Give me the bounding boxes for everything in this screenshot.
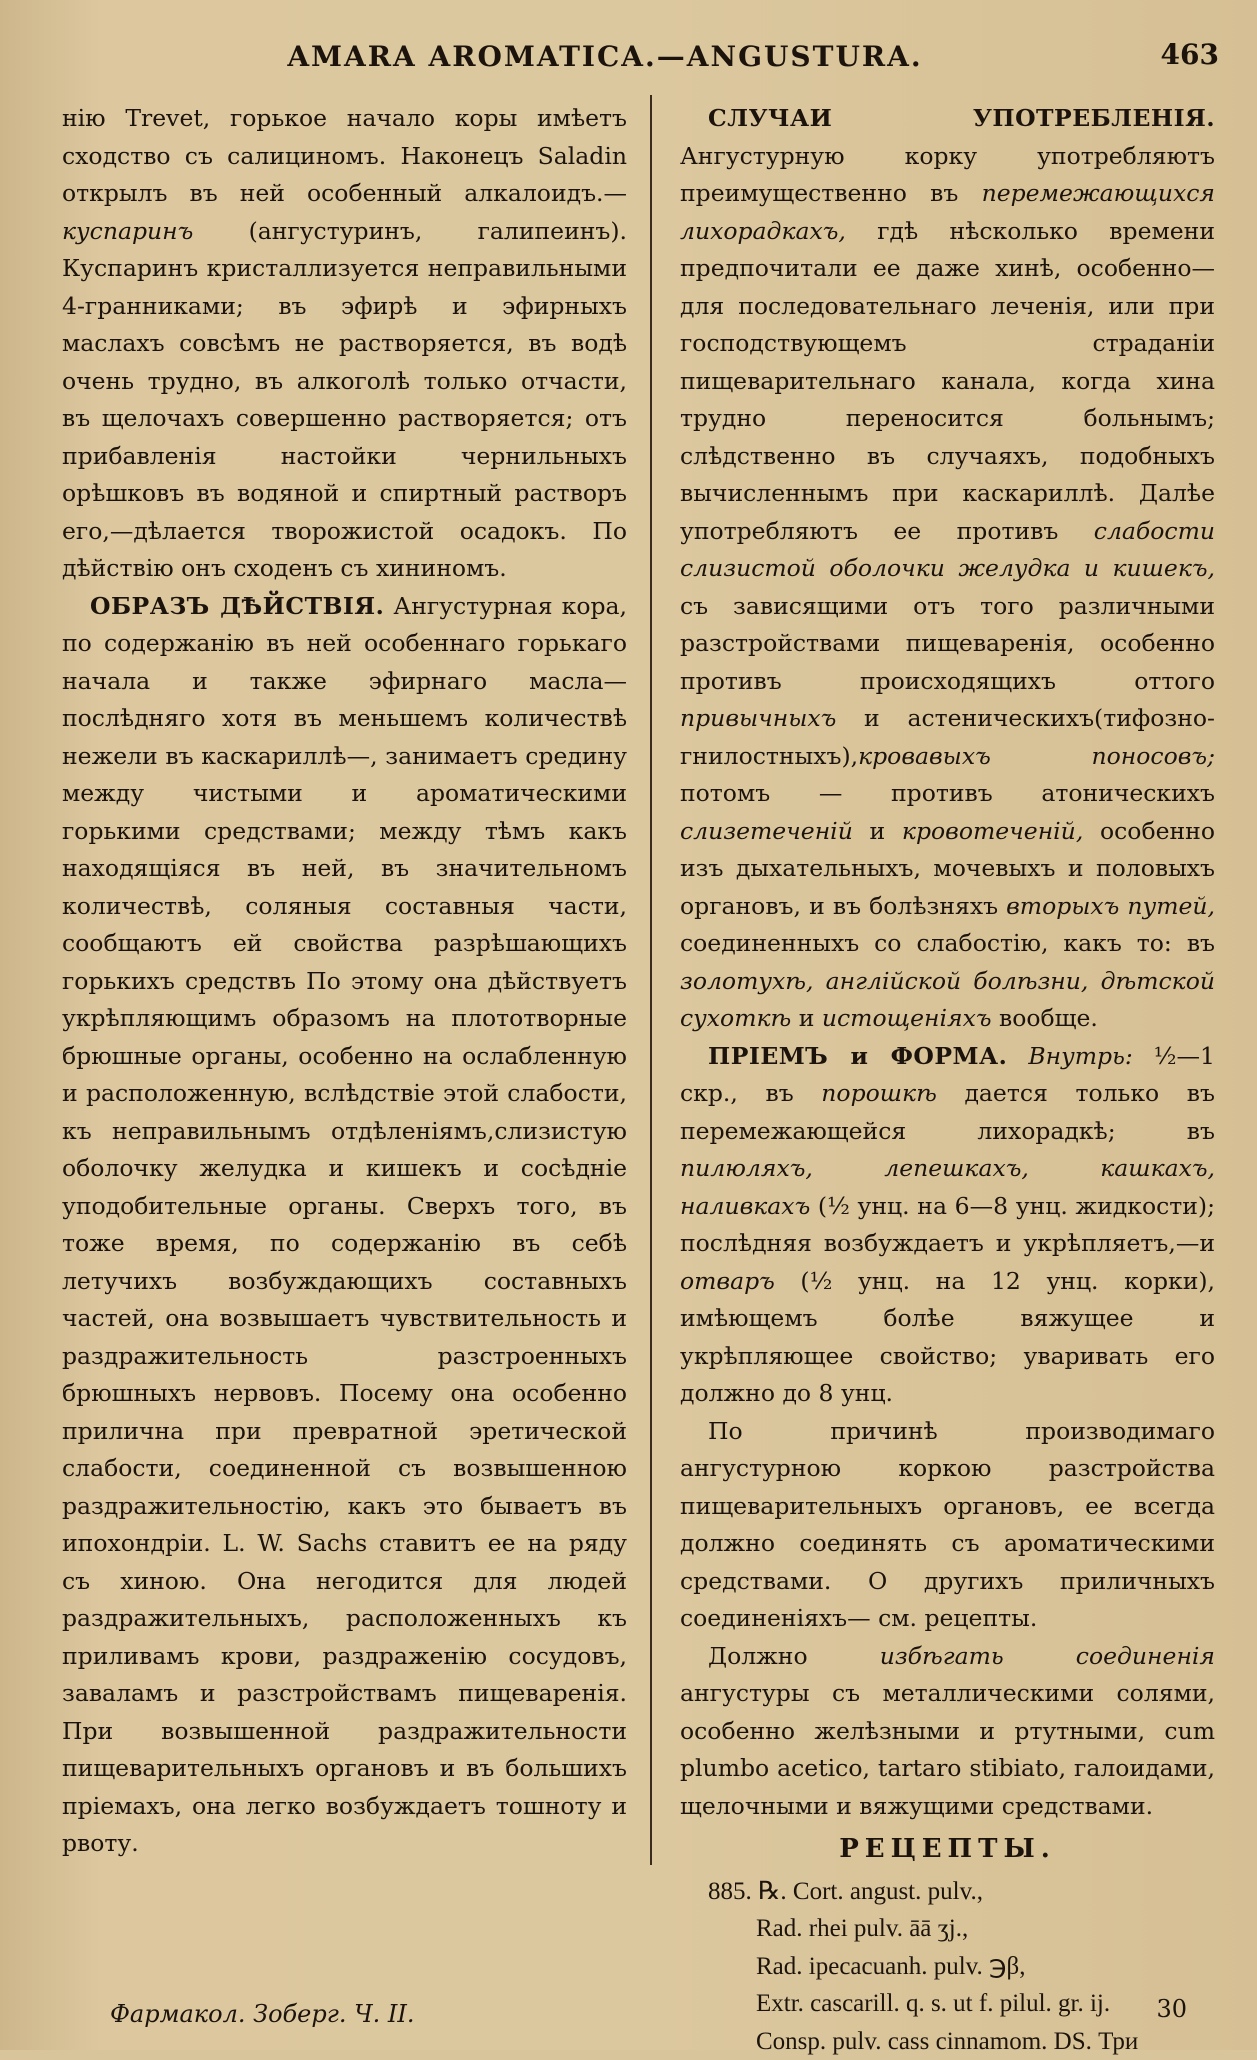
recipe-line: 885. ℞. Cort. angust. pulv., <box>680 1873 1215 1911</box>
recipe-line: Extr. cascarill. q. s. ut f. pilul. gr. ij. <box>680 1985 1215 2023</box>
column-divider <box>650 95 652 1865</box>
recipes-heading: РЕЦЕПТЫ. <box>680 1831 1215 1869</box>
paragraph-dose: ПРІЕМЪ и ФОРМА. Внутрь: ½—1 скр., въ порошкѣ дается только въ перемежающейся лихорадкѣ; въ пилюляхъ, лепешкахъ, кашкахъ, наливкахъ (½ унц. на 6—8 унц. жидкости); послѣдняя возбуждаетъ и укрѣпляетъ,—и отваръ (½ унц. на 12 унц. корки), имѣющемъ болѣе вяжущее и укрѣпляющее свойство; уваривать его должно до 8 унц. <box>680 1038 1215 1413</box>
signature-mark: Фармакол. Зоберг. Ч. II. <box>110 2000 415 2028</box>
paragraph-kusparin: нію Trevet, горькое начало коры имѣетъ сходство съ салициномъ. Наконецъ Saladin открылъ въ ней особенный алкалоидъ.—куспаринъ (ангустуринъ, галипеинъ). Куспаринъ кристаллизуется неправильными 4-гранниками; въ эфирѣ и эфирныхъ маслахъ совсѣмъ не растворяется, въ водѣ очень трудно, въ алкоголѣ только отчасти, въ щелочахъ совершенно растворяется; отъ прибавленія настойки чернильныхъ орѣшковъ въ водяной и спиртный растворъ его,—дѣлается творожистой осадокъ. По дѣйствію онъ сходенъ съ хининомъ. <box>62 100 627 588</box>
paragraph-combination: По причинѣ производимаго ангустурною коркою разстройства пищеварительныхъ органовъ, ее всегда должно соединять съ ароматическими средствами. О другихъ приличныхъ соединеніяхъ— см. рецепты. <box>680 1413 1215 1638</box>
section-heading: СЛУЧАИ УПОТРЕБЛЕНІЯ. <box>708 104 1215 132</box>
recipe-885 <box>680 1873 1215 2060</box>
sheet-number: 30 <box>1156 1995 1187 2023</box>
right-column <box>680 100 1215 2060</box>
paragraph-usage: СЛУЧАИ УПОТРЕБЛЕНІЯ. Ангустурную корку употребляютъ преимущественно въ перемежающихся лихорадкахъ, гдѣ нѣсколько времени предпочитали ее даже хинѣ, особенно—для последовательнаго леченія, или при господствующемъ страданіи пищеварительнаго канала, когда хина трудно переносится больнымъ; слѣдственно въ случаяхъ, подобныхъ вычисленнымъ при каскариллѣ. Далѣе употребляютъ ее противъ слабости слизистой оболочки желудка и кишекъ, съ зависящими отъ того различными разстройствами пищеваренія, особенно противъ происходящихъ оттого привычныхъ и астеническихъ(тифозно-гнилостныхъ),кровавыхъ поносовъ; потомъ — противъ атоническихъ слизетеченій и кровотеченій, особенно изъ дыхательныхъ, мочевыхъ и половыхъ органовъ, и въ болѣзняхъ вторыхъ путей, соединенныхъ со слабостію, какъ то: въ золотухѣ, англійской болѣзни, дѣтской сухоткѣ и истощеніяхъ вообще. <box>680 100 1215 1038</box>
recipe-line: Rad. rhei pulv. āā ʒj., <box>680 1910 1215 1948</box>
paragraph-avoid: Должно избѣгать соединенія ангустуры съ металлическими солями, особенно желѣзными и ртутными, cum plumbo acetico, tartaro stibiato, галоидами, щелочными и вяжущими средствами. <box>680 1638 1215 1826</box>
recipe-line: Consp. pulv. cass cinnamom. DS. Три <box>680 2023 1215 2060</box>
running-head: AMARA AROMATICA.—ANGUSTURA. <box>0 40 1210 73</box>
section-heading: ОБРАЗЪ ДѢЙСТВІЯ. <box>90 592 384 620</box>
page-number: 463 <box>1161 38 1219 71</box>
section-heading: ПРІЕМЪ и ФОРМА. <box>708 1042 1007 1070</box>
paragraph-action: ОБРАЗЪ ДѢЙСТВІЯ. Ангустурная кора, по содержанію въ ней особеннаго горькаго начала и также эфирнаго масла— послѣдняго хотя въ меньшемъ количествѣ нежели въ каскариллѣ—, занимаетъ средину между чистыми и ароматическими горькими средствами; между тѣмъ какъ находящіяся въ ней, въ значительномъ количествѣ, соляныя составныя части, сообщаютъ ей свойства разрѣшающихъ горькихъ средствъ По этому она дѣйствуетъ укрѣпляющимъ образомъ на плототворные брюшные органы, особенно на ослабленную и расположенную, вслѣдствіе этой слабости, къ неправильнымъ отдѣленіямъ,слизистую оболочку желудка и кишекъ и сосѣдніе уподобительные органы. Сверхъ того, въ тоже время, по содержанію въ себѣ летучихъ возбуждающихъ составныхъ частей, она возвышаетъ чувствительность и раздражительность разстроенныхъ брюшныхъ нервовъ. Посему она особенно прилична при превратной эретической слабости, соединенной съ возвышенною раздражительностію, какъ это бываетъ въ ипохондріи. L. W. Sachs ставитъ ее на ряду съ хиною. Она негодится для людей раздражительныхъ, расположенныхъ къ приливамъ крови, раздраженію сосудовъ, заваламъ и разстройствамъ пищеваренія. При возвышенной раздражительности пищеварительныхъ органовъ и въ большихъ пріемахъ, она легко возбуждаетъ тошноту и рвоту. <box>62 588 627 1863</box>
recipe-line: Rad. ipecacuanh. pulv. ℈β, <box>680 1948 1215 1986</box>
left-column <box>62 100 627 1863</box>
